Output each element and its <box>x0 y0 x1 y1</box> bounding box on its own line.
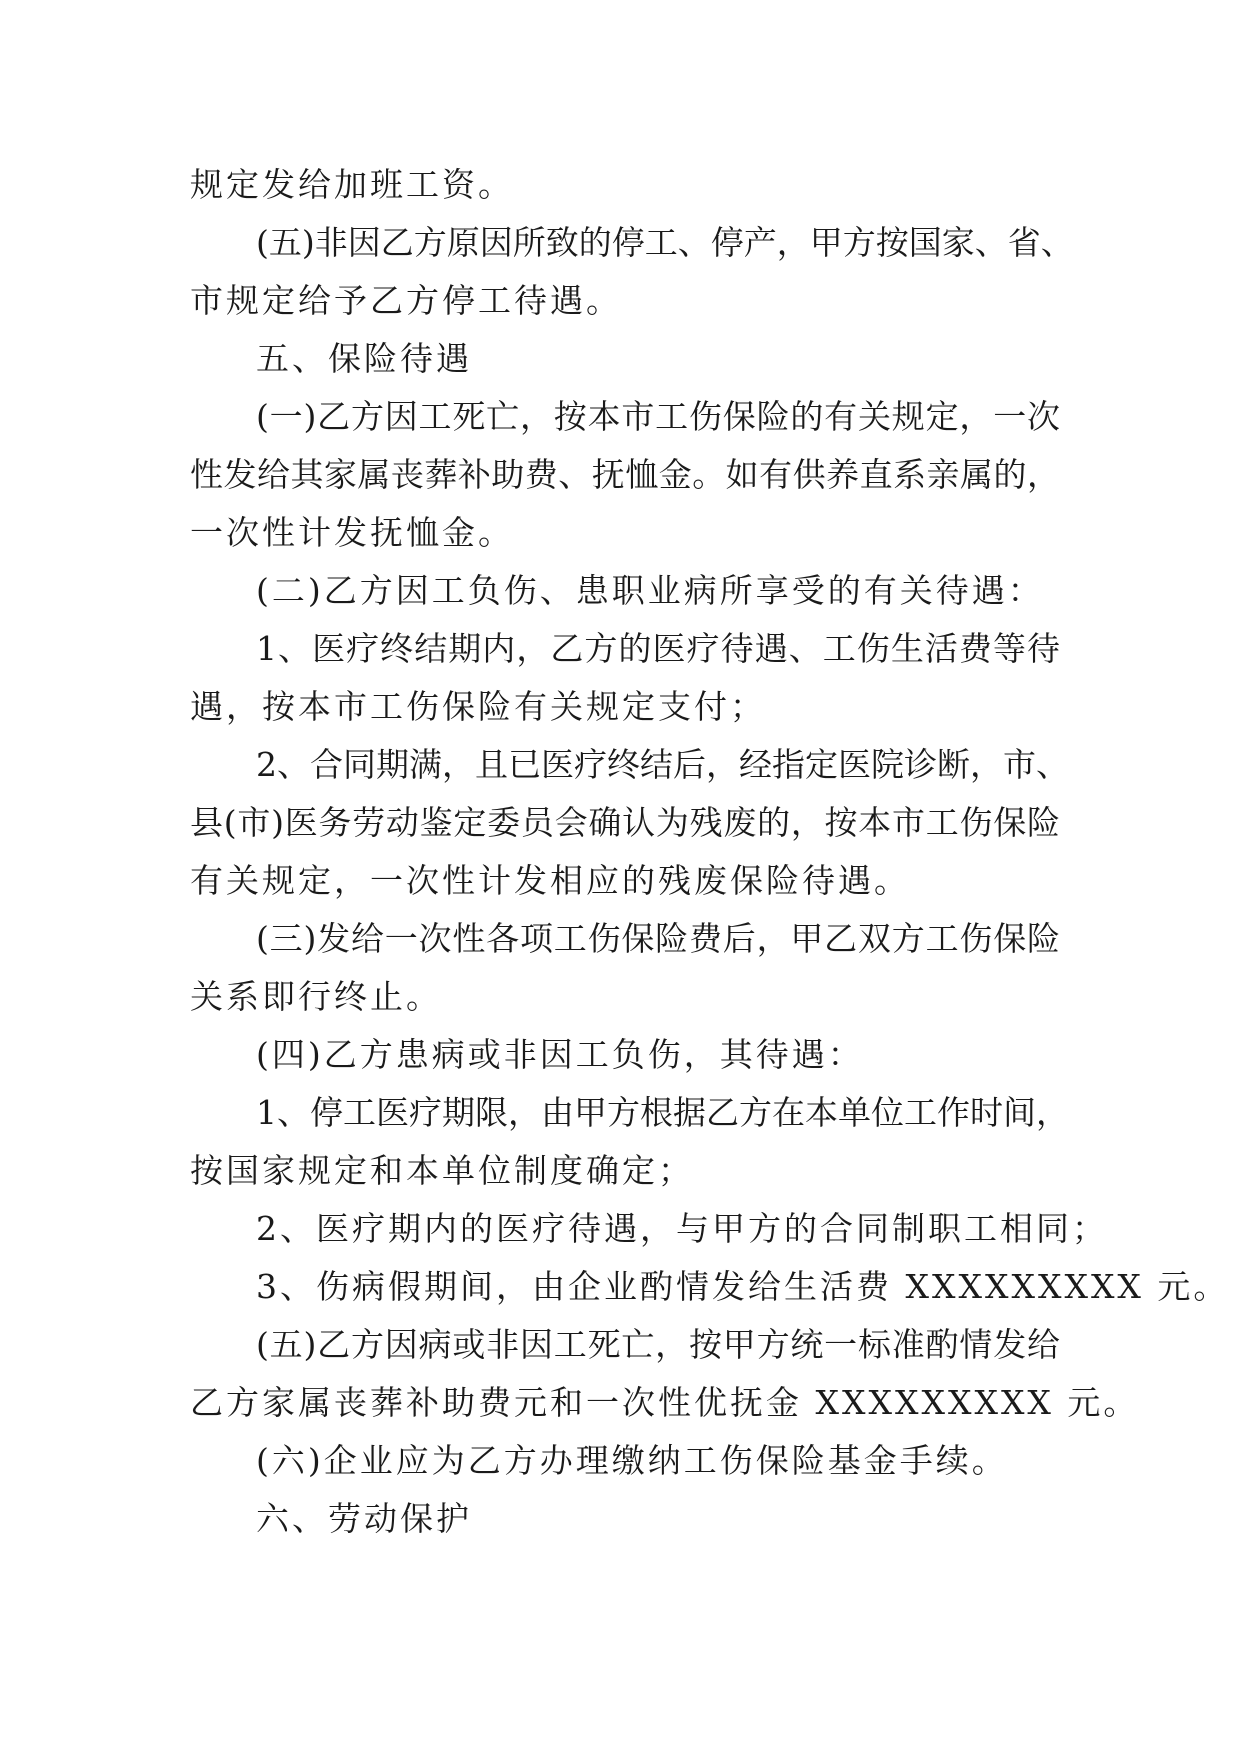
text-line: 市规定给予乙方停工待遇。 <box>190 281 622 320</box>
text-line: 县(市)医务劳动鉴定委员会确认为残废的，按本市工伤保险 <box>190 803 1060 842</box>
section-heading: 六、劳动保护 <box>256 1499 472 1538</box>
text-line: 2、医疗期内的医疗待遇，与甲方的合同制职工相同； <box>256 1209 1108 1248</box>
text-line: 2、合同期满，且已医疗终结后，经指定医院诊断，市、 <box>256 745 1069 784</box>
text-line: 按国家规定和本单位制度确定； <box>190 1151 694 1190</box>
text-line: (一)乙方因工死亡，按本市工伤保险的有关规定，一次 <box>256 397 1060 436</box>
text-line: (五)乙方因病或非因工死亡，按甲方统一标准酌情发给 <box>256 1325 1060 1364</box>
text-line: (二)乙方因工负伤、患职业病所享受的有关待遇： <box>256 571 1044 610</box>
text-line: (四)乙方患病或非因工负伤，其待遇： <box>256 1035 864 1074</box>
text-line: (五)非因乙方原因所致的停工、停产，甲方按国家、省、 <box>256 223 1074 262</box>
text-line: 规定发给加班工资。 <box>190 165 514 204</box>
text-line: 乙方家属丧葬补助费元和一次性优抚金 XXXXXXXXX 元。 <box>190 1383 1140 1422</box>
text-line: 一次性计发抚恤金。 <box>190 513 514 552</box>
text-line: 性发给其家属丧葬补助费、抚恤金。如有供养直系亲属的， <box>190 455 1060 494</box>
text-line: 1、停工医疗期限，由甲方根据乙方在本单位工作时间， <box>256 1093 1069 1132</box>
text-line: (三)发给一次性各项工伤保险费后，甲乙双方工伤保险 <box>256 919 1060 958</box>
text-line: 3、伤病假期间，由企业酌情发给生活费 XXXXXXXXX 元。 <box>256 1267 1230 1306</box>
text-line: (六)企业应为乙方办理缴纳工伤保险基金手续。 <box>256 1441 1008 1480</box>
text-line: 1、医疗终结期内，乙方的医疗待遇、工伤生活费等待 <box>256 629 1060 668</box>
text-line: 有关规定，一次性计发相应的残废保险待遇。 <box>190 861 910 900</box>
text-line: 遇，按本市工伤保险有关规定支付； <box>190 687 766 726</box>
section-heading: 五、保险待遇 <box>256 339 472 378</box>
document-body <box>190 156 1230 1548</box>
text-line: 关系即行终止。 <box>190 977 442 1016</box>
